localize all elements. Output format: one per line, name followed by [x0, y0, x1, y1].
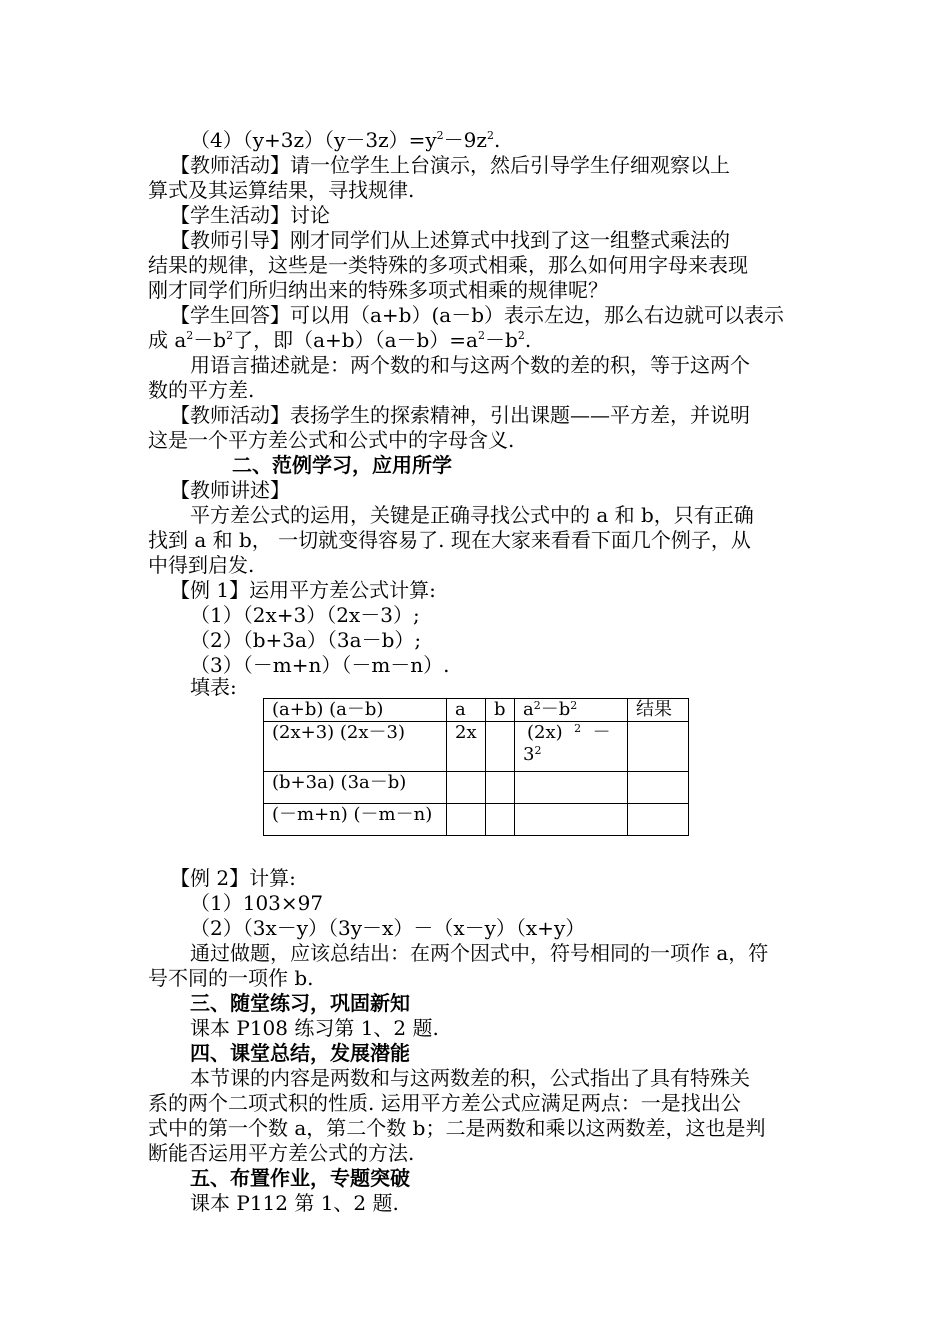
table-cell: [515, 804, 628, 836]
table-cell: 2x: [447, 722, 486, 772]
equation-line: （1）103×97: [190, 891, 324, 915]
table-cell: b: [486, 699, 515, 722]
paragraph-line: 号不同的一项作 b.: [148, 966, 314, 990]
table-cell: [447, 772, 486, 804]
equation-line: （3）（－m+n）（－m－n）.: [190, 653, 450, 677]
table-row: [264, 772, 689, 804]
fill-in-table: [263, 698, 689, 836]
table-cell: [486, 804, 515, 836]
table-cell: (2x+3) (2x－3): [264, 722, 447, 772]
paragraph-line: 【教师引导】刚才同学们从上述算式中找到了这一组整式乘法的: [170, 228, 730, 252]
table-cell: [486, 722, 515, 772]
paragraph-line: 中得到启发.: [148, 553, 255, 577]
table-cell: [447, 804, 486, 836]
paragraph-line: 系的两个二项式积的性质. 运用平方差公式应满足两点：一是找出公: [148, 1091, 741, 1115]
paragraph-line: 【学生回答】可以用（a+b）(a－b）表示左边，那么右边就可以表示: [170, 303, 785, 327]
paragraph-line: 【例 1】运用平方差公式计算:: [170, 578, 436, 602]
table-cell: (2x) $^2$ － $3^2$: [515, 722, 628, 772]
paragraph-line: 成 $a^2-b^2$了，即$(a+b)(a-b)=a^2-b^2$.: [148, 328, 532, 352]
table-cell: [486, 772, 515, 804]
table-cell: a: [447, 699, 486, 722]
table-cell: [515, 772, 628, 804]
equation-line: （2）（3x－y）（3y－x）－（x－y）（x+y）: [190, 916, 586, 940]
paragraph-line: 【学生活动】讨论: [170, 203, 330, 227]
paragraph-line: 【例 2】计算:: [170, 866, 296, 890]
paragraph-line: 【教师活动】表扬学生的探索精神，引出课题——平方差，并说明: [170, 403, 750, 427]
table-cell: 结果: [628, 699, 689, 722]
paragraph-line: 用语言描述就是：两个数的和与这两个数的差的积，等于这两个: [190, 353, 750, 377]
section-heading: 五、布置作业，专题突破: [190, 1166, 410, 1190]
paragraph-line: 数的平方差.: [148, 378, 255, 402]
paragraph-line: 课本 P108 练习第 1、2 题.: [190, 1016, 439, 1040]
paragraph-line: 填表:: [190, 675, 237, 699]
paragraph-line: 断能否运用平方差公式的方法.: [148, 1141, 415, 1165]
paragraph-line: 这是一个平方差公式和公式中的字母含义.: [148, 428, 515, 452]
equation-line: （2）（b+3a）（3a－b）;: [190, 628, 422, 652]
table-header-row: [264, 699, 689, 722]
section-heading: 二、范例学习，应用所学: [232, 453, 452, 477]
table-cell: [628, 804, 689, 836]
paragraph-line: 【教师活动】请一位学生上台演示，然后引导学生仔细观察以上: [170, 153, 730, 177]
paragraph-line: 通过做题，应该总结出：在两个因式中，符号相同的一项作 a，符: [190, 941, 769, 965]
table-row: [264, 804, 689, 836]
paragraph-line: 课本 P112 第 1、2 题.: [190, 1191, 399, 1215]
table-cell: (a+b) (a－b): [264, 699, 447, 722]
paragraph-line: 找到 a 和 b， 一切就变得容易了. 现在大家来看看下面几个例子，从: [148, 528, 751, 552]
section-heading: 三、随堂练习，巩固新知: [190, 991, 410, 1015]
paragraph-line: 式中的第一个数 a，第二个数 b；二是两数和乘以这两数差，这也是判: [148, 1116, 766, 1140]
table-cell: (－m+n) (－m－n): [264, 804, 447, 836]
paragraph-line: 本节课的内容是两数和与这两数差的积，公式指出了具有特殊关: [190, 1066, 750, 1090]
equation-line: （1）（2x+3）（2x－3）;: [190, 603, 420, 627]
equation-line: $(4)(y+3z)(y-3z)=y^2-9z^2$.: [190, 128, 501, 152]
table-cell: [628, 722, 689, 772]
section-heading: 四、课堂总结，发展潜能: [190, 1041, 410, 1065]
table-cell: (b+3a) (3a－b): [264, 772, 447, 804]
table-cell: [628, 772, 689, 804]
table-cell: $a^2-b^2$: [515, 699, 628, 722]
paragraph-line: 平方差公式的运用，关键是正确寻找公式中的 a 和 b，只有正确: [190, 503, 754, 527]
paragraph-line: 算式及其运算结果，寻找规律.: [148, 178, 415, 202]
paragraph-line: 结果的规律，这些是一类特殊的多项式相乘，那么如何用字母来表现: [148, 253, 748, 277]
table-row: [264, 722, 689, 772]
paragraph-line: 【教师讲述】: [170, 478, 290, 502]
paragraph-line: 刚才同学们所归纳出来的特殊多项式相乘的规律呢？: [148, 278, 608, 302]
